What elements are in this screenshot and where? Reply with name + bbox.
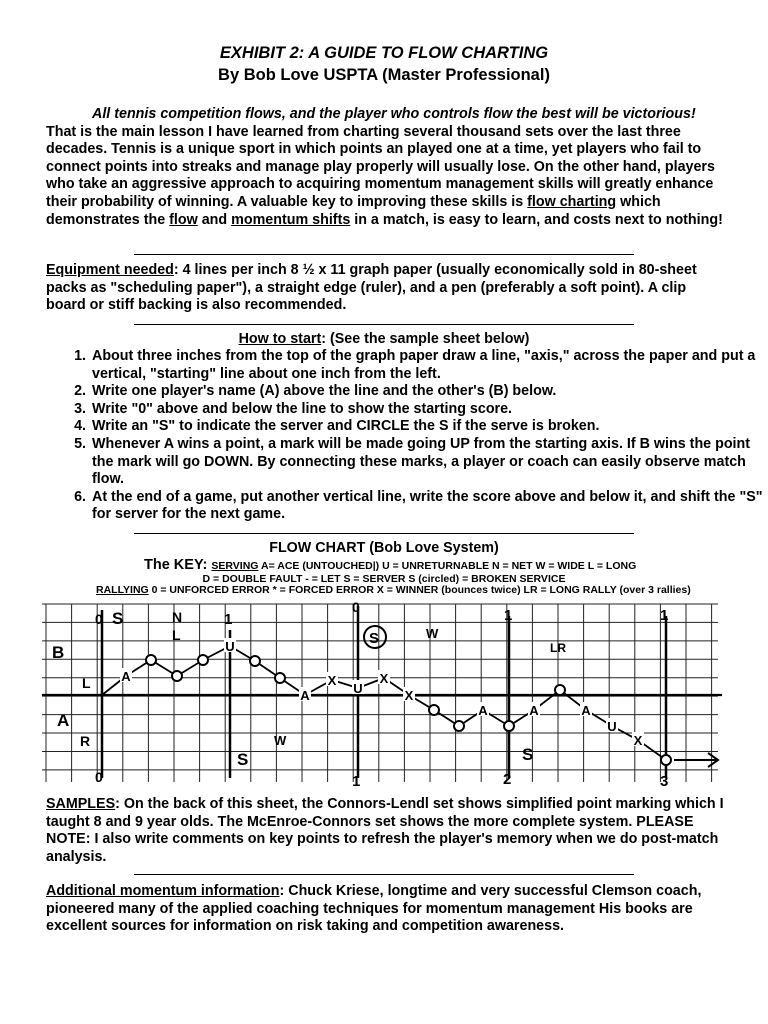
point-mark: X — [327, 673, 337, 688]
broken-serve-s: S — [369, 630, 380, 647]
intro-text: That is the main lesson I have learned from charting several thousand sets over the last three decades. Tennis is a unique sport in which points an played one at a time, yet players who fail to connect points into streaks and manage play properly will usually lose. On the other hand, players who take an aggressive approach to acquiring momentum management skills will greatly enhance their probability of winning. A valuable key to improving these skills is — [46, 123, 715, 210]
additional-paragraph — [46, 883, 726, 936]
list-item: 4. Write an "S" to indicate the server and CIRCLE the S if the serve is broken. — [90, 418, 768, 436]
score-two: 2 — [503, 771, 512, 786]
score-zero-top: 0 — [352, 600, 360, 615]
point-mark: U — [225, 639, 235, 654]
steps-list — [46, 348, 768, 524]
flow-chart-title: FLOW CHART (Bob Love System) — [269, 540, 499, 556]
point-mark: A — [529, 703, 539, 718]
how-to-start-heading — [0, 331, 768, 347]
wide-w-label-2: W — [426, 626, 439, 641]
list-item: 3. Write "0" above and below the line to show the starting score. — [90, 401, 768, 419]
unforced-error-mark — [275, 673, 285, 683]
unforced-error-mark — [454, 721, 464, 731]
point-mark: X — [404, 688, 414, 703]
r-label: R — [80, 733, 91, 749]
long-l-label: L — [82, 675, 91, 691]
page-subtitle: By Bob Love USPTA (Master Professional) — [218, 66, 550, 84]
player-a-label: A — [57, 711, 70, 730]
samples-text: : On the back of this sheet, the Connors-Lendl set shows simplified point marking which I taught 8 and 9 year olds. The McEnroe-Connors set shows the more complete system. PLEASE NOTE: I also write comments on key points to refresh the player's memory when we do post-match analysis. — [46, 796, 724, 865]
unforced-error-mark — [504, 721, 514, 731]
point-mark: U — [353, 681, 363, 696]
intro-text-3: and — [197, 211, 232, 228]
net-n-label: N — [172, 609, 183, 625]
unforced-error-mark — [661, 755, 671, 765]
graph-grid — [42, 604, 718, 782]
samples-label: SAMPLES — [46, 796, 116, 812]
score-one-bottom: 1 — [352, 773, 361, 786]
divider — [134, 324, 634, 325]
wide-w-label: W — [274, 733, 287, 748]
hand-drawn-lines — [42, 606, 722, 778]
additional-label: Additional momentum information — [46, 883, 280, 899]
list-item: 2. Write one player's name (A) above the line and the other's (B) below. — [90, 383, 768, 401]
page-title: EXHIBIT 2: A GUIDE TO FLOW CHARTING — [219, 44, 549, 62]
divider — [134, 874, 634, 875]
equipment-paragraph — [46, 262, 726, 315]
unforced-error-mark — [250, 656, 260, 666]
key-label: The KEY: — [144, 557, 212, 573]
list-item: 1. About three inches from the top of the graph paper draw a line, "axis," across the paper and put a vertical, "starting" line about one inch from the left. — [90, 348, 768, 383]
flow-chart-graph — [42, 600, 722, 786]
flow-charting-term: flow charting — [527, 193, 617, 210]
rallying-label: RALLYING — [96, 584, 149, 596]
additional-text: : Chuck Kriese, longtime and very successful Clemson coach, pioneered many of the applied coaching techniques for momentum management His books are excellent sources for information on risk taking and competition awareness. — [46, 883, 702, 935]
serving-label: SERVING — [211, 560, 259, 572]
point-mark: A — [478, 703, 488, 718]
rallying-text: 0 = UNFORCED ERROR * = FORCED ERROR X = WINNER (bounces twice) LR = LONG RALLY (over 3 rallies) — [148, 584, 691, 596]
point-mark: X — [379, 671, 389, 686]
intro-text-2: which demonstrates the — [46, 193, 661, 228]
intro-paragraph — [46, 106, 726, 229]
long-rally-label: LR — [550, 641, 566, 655]
flow-term: flow — [169, 211, 198, 228]
server-s-third: S — [522, 745, 534, 764]
player-b-label: B — [52, 643, 65, 662]
point-mark: X — [633, 733, 643, 748]
score-three: 3 — [660, 773, 669, 786]
point-mark: U — [607, 719, 617, 734]
intro-lead: All tennis competition flows, and the player who controls flow the best will be victorious! — [92, 106, 696, 122]
intro-text-4: in a match, is easy to learn, and costs next to nothing! — [350, 211, 723, 228]
unforced-error-mark — [198, 655, 208, 665]
list-item: 5. Whenever A wins a point, a mark will be made going UP from the starting axis. If B wins the point the mark will go DOWN. By connecting these marks, a player or coach can easily observe match flow. — [90, 436, 768, 489]
rallying-line — [96, 584, 691, 596]
long-l-label-2: L — [172, 627, 181, 643]
serving-line-2: D = DOUBLE FAULT - = LET S = SERVER S (circled) = BROKEN SERVICE — [202, 573, 566, 585]
list-item: 6. At the end of a game, put another vertical line, write the score above and below it, and shift the "S" for server for the next game. — [90, 489, 768, 524]
equipment-label: Equipment needed — [46, 262, 174, 278]
score-zero: 0 — [95, 611, 103, 627]
how-to-start-label: How to start — [238, 331, 322, 347]
point-mark: A — [581, 703, 591, 718]
how-to-start-note: : (See the sample sheet below) — [321, 331, 530, 347]
point-marks — [120, 638, 671, 765]
serving-text: A= ACE (UNTOUCHED|) U = UNRETURNABLE N = NET W = WIDE L = LONG — [258, 560, 637, 572]
point-mark: A — [121, 669, 131, 684]
score-one: 1 — [224, 611, 233, 628]
unforced-error-mark — [172, 671, 182, 681]
server-s-bottom: S — [237, 750, 249, 769]
equipment-text: : 4 lines per inch 8 ½ x 11 graph paper (usually economically sold in 80-sheet packs as "scheduling paper"), a straight edge (ruler), and a pen (preferably a soft point). A clip board or stiff backing is also recommended. — [46, 262, 697, 314]
score-one-right: 1 — [660, 607, 669, 624]
divider — [134, 533, 634, 534]
samples-paragraph — [46, 796, 726, 866]
unforced-error-mark — [429, 705, 439, 715]
score-one-top: 1 — [504, 607, 513, 624]
unforced-error-mark — [555, 685, 565, 695]
divider — [134, 254, 634, 255]
unforced-error-mark — [146, 655, 156, 665]
score-zero-bottom: 0 — [95, 769, 103, 785]
momentum-shifts-term: momentum shifts — [231, 211, 351, 228]
point-mark: A — [300, 688, 310, 703]
server-s-label: S — [112, 609, 124, 628]
key-line — [144, 557, 636, 573]
